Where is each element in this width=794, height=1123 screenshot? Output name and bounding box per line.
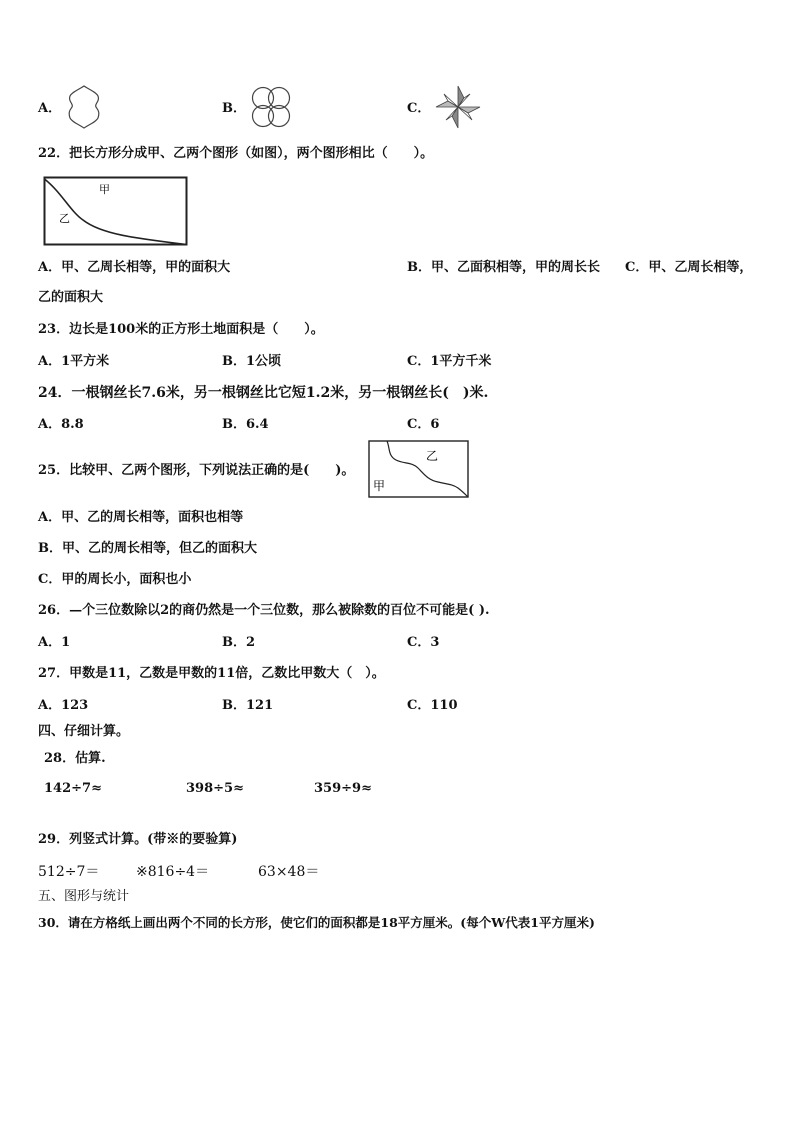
q27-stem: 27．甲数是11，乙数是甲数的11倍，乙数比甲数大（ ）。 <box>38 666 385 681</box>
q28-item-1: 142÷7≈ <box>44 781 102 796</box>
q25-label-yi: 乙 <box>426 449 439 463</box>
q29-item-2: ※816÷4＝ <box>136 864 210 880</box>
q22-stem: 22．把长方形分成甲、乙两个图形（如图），两个图形相比（ ）。 <box>38 146 434 161</box>
curved-shape-icon <box>64 84 104 130</box>
q21-option-c-letter[interactable]: C． <box>407 101 431 116</box>
q28-item-3: 359÷9≈ <box>314 781 372 796</box>
q23-option-b[interactable]: B．1公顷 <box>222 354 282 369</box>
section5-title: 五、图形与统计 <box>38 889 130 904</box>
q24-option-b[interactable]: B．6.4 <box>222 417 269 432</box>
q26-option-b[interactable]: B．2 <box>222 635 256 650</box>
q22-option-c-continued: 乙的面积大 <box>38 290 104 305</box>
q25-label-jia: 甲 <box>373 479 386 493</box>
q24-option-c[interactable]: C．6 <box>407 417 440 432</box>
q30-stem: 30．请在方格纸上画出两个不同的长方形，使它们的面积都是18平方厘米。(每个W代表1平方厘米) <box>38 915 595 930</box>
q27-option-c[interactable]: C．110 <box>407 698 458 713</box>
q25-option-c[interactable]: C．甲的周长小，面积也小 <box>38 572 192 587</box>
q27-option-b[interactable]: B．121 <box>222 698 274 713</box>
q23-option-c[interactable]: C．1平方千米 <box>407 354 492 369</box>
q29-stem: 29．列竖式计算。(带※的要验算) <box>38 832 238 847</box>
q29-item-3: 63×48＝ <box>258 864 320 880</box>
q22-option-c[interactable]: C．甲、乙周长相等， <box>625 260 753 275</box>
q27-option-a[interactable]: A．123 <box>38 698 89 713</box>
four-circles-icon <box>248 86 294 130</box>
q22-label-jia: 甲 <box>99 183 110 196</box>
pinwheel-icon <box>434 84 482 130</box>
q26-option-c[interactable]: C．3 <box>407 635 440 650</box>
section4-title: 四、仔细计算。 <box>38 724 130 739</box>
q28-item-2: 398÷5≈ <box>186 781 244 796</box>
q29-item-1: 512÷7＝ <box>38 864 100 880</box>
q21-option-b-letter[interactable]: B． <box>222 101 246 116</box>
q25-rectangle-figure <box>368 440 470 498</box>
q22-option-a[interactable]: A．甲、乙周长相等，甲的面积大 <box>38 260 231 275</box>
q25-stem: 25．比较甲、乙两个图形，下列说法正确的是( )。 <box>38 463 355 478</box>
q22-option-b[interactable]: B．甲、乙面积相等，甲的周长长 <box>407 260 600 275</box>
q24-option-a[interactable]: A．8.8 <box>38 417 84 432</box>
q22-rectangle-figure <box>43 176 189 248</box>
q26-stem: 26．—个三位数除以2的商仍然是一个三位数，那么被除数的百位不可能是( ). <box>38 603 490 618</box>
q28-stem: 28．估算. <box>44 751 106 766</box>
q25-option-a[interactable]: A．甲、乙的周长相等，面积也相等 <box>38 510 244 525</box>
q23-option-a[interactable]: A．1平方米 <box>38 354 110 369</box>
q21-option-a-letter[interactable]: A． <box>38 101 62 116</box>
q23-stem: 23．边长是100米的正方形土地面积是（ ）。 <box>38 322 324 337</box>
q24-stem: 24．一根钢丝长7.6米，另一根钢丝比它短1.2米，另一根钢丝长( )米. <box>38 385 489 401</box>
q25-option-b[interactable]: B．甲、乙的周长相等，但乙的面积大 <box>38 541 257 556</box>
q22-label-yi: 乙 <box>59 212 70 225</box>
q26-option-a[interactable]: A．1 <box>38 635 71 650</box>
